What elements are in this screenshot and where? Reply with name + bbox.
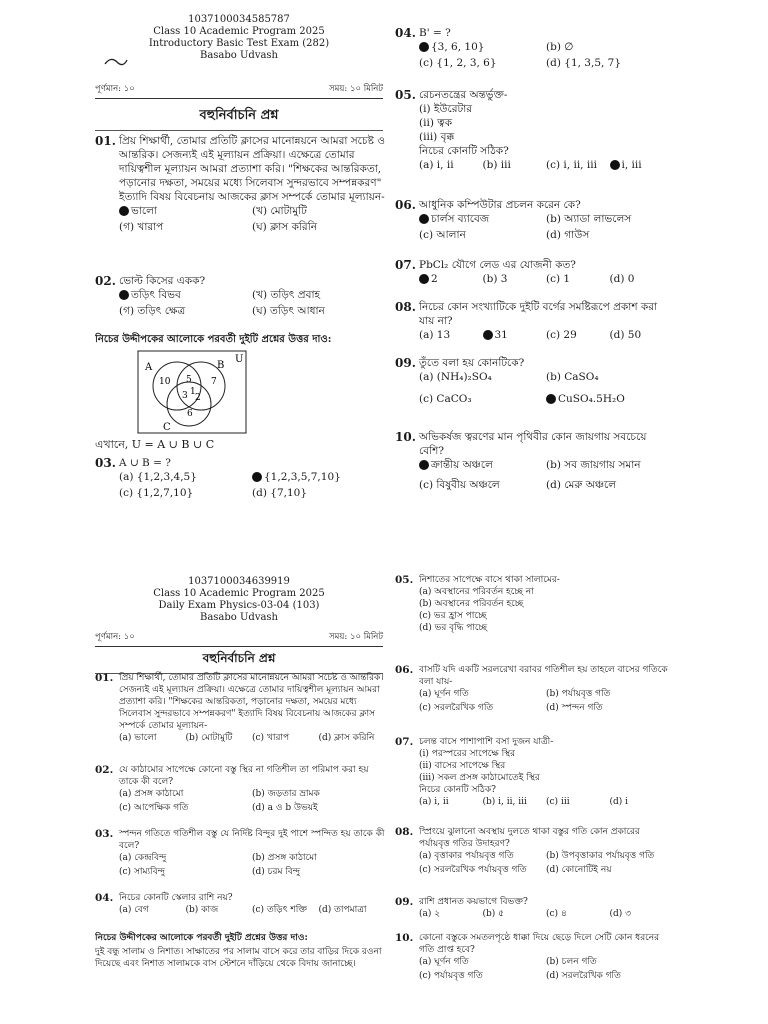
option-b[interactable]: 31 (483, 328, 547, 342)
option-a[interactable]: (a) 13 (419, 329, 451, 341)
option-d[interactable]: (d) {1, 3,5, 7} (546, 57, 622, 69)
question-08 (395, 826, 673, 876)
option-b[interactable]: (খ) মোটামুটি (252, 205, 307, 217)
statement-iii: (iii) বৃক্ক (419, 131, 455, 143)
question-04 (395, 26, 673, 70)
option-c[interactable]: (c) তড়িৎ শক্তি (252, 905, 308, 915)
option-b[interactable]: (b) সব জায়গায় সমান (546, 459, 641, 471)
branch-name: Basabo Udvash (199, 612, 279, 623)
question-number: 01. (95, 134, 116, 148)
statement-i: (i) ইউরেটার (419, 103, 473, 115)
option-c[interactable]: (c) ভর হ্রাস পাচ্ছে (419, 611, 487, 621)
question-number: 06. (395, 664, 414, 676)
label-u: U (235, 354, 244, 365)
option-b[interactable]: (b) উপবৃত্তাকার পর্যায়বৃত্ত গতি (546, 851, 655, 861)
question-text: কোনো বস্তুকে সমতলপৃষ্ঠে ধাক্কা দিয়ে ছেড়ে দিলে সেটি কোন ধরনের গতি প্রাপ্ত হবে? (419, 933, 660, 955)
selected-bubble-icon (419, 460, 429, 470)
option-a[interactable]: (a) বৃত্তাকার পর্যায়বৃত্ত গতি (419, 851, 514, 861)
question-text: নিচের কোনটি স্কেলার রাশি নয়? (119, 893, 233, 903)
question-number: 09. (395, 356, 416, 370)
question-text: স্পন্দন গতিতে গতিশীল বস্তু যে নির্দিষ্ট বিন্দুর দুই পাশে স্পন্দিত হয় তাকে কী বলে? (119, 829, 385, 851)
region-value: 6 (187, 409, 193, 419)
option-d[interactable]: (d) চরম বিন্দু (252, 867, 301, 877)
option-c[interactable]: (c) {1,2,7,10} (119, 487, 194, 499)
question-text: নিচের কোন সংখ্যাটিকে দুইটি বর্গের সমষ্টিরূপে প্রকাশ করা যায় না? (419, 301, 658, 327)
option-d[interactable]: (d) 0 (609, 273, 635, 285)
question-03 (95, 828, 385, 878)
question-number: 02. (95, 274, 116, 288)
program-title: Class 10 Academic Program 2025 (153, 26, 325, 37)
option-b[interactable]: (b) চলন গতি (546, 957, 597, 967)
option-d[interactable]: (d) {7,10} (252, 487, 308, 499)
question-number: 03. (95, 828, 114, 840)
exam-sheet-2 (95, 556, 673, 1016)
option-b[interactable]: (b) CaSO₄ (546, 371, 599, 383)
option-c[interactable]: (c) ৪ (546, 909, 567, 919)
option-c[interactable]: (c) 29 (546, 329, 577, 341)
question-05 (395, 88, 673, 172)
option-b[interactable]: (b) প্রসঙ্গ কাঠামো (252, 853, 317, 863)
option-b[interactable]: (b) অবস্থানের পরিবর্তন হচ্ছে (419, 599, 524, 609)
region-value: 2 (195, 393, 201, 403)
question-06 (395, 664, 673, 714)
selected-bubble-icon (419, 214, 429, 224)
option-c[interactable]: (c) সাম্যবিন্দু (119, 867, 165, 877)
venn-universe-note: এখানে, U = A ∪ B ∪ C (95, 438, 215, 451)
question-prompt: নিচের কোনটি সঠিক? (419, 145, 509, 157)
option-c[interactable]: (গ) খারাপ (119, 221, 164, 233)
program-title: Class 10 Academic Program 2025 (153, 588, 325, 599)
option-c[interactable]: (c) খারাপ (252, 733, 290, 743)
option-d[interactable]: (d) i (609, 797, 629, 807)
option-b[interactable]: (b) মোটামুটি (185, 733, 233, 743)
question-07 (395, 258, 673, 286)
option-b[interactable]: (b) জড়তার ভ্রামক (252, 789, 320, 799)
question-number: 03. (95, 456, 116, 470)
label-a: A (145, 362, 153, 373)
question-number: 04. (95, 892, 114, 904)
question-text: রাশি প্রধানত কয়ভাগে বিভক্ত? (419, 897, 528, 907)
exam-code: 1037100034639919 (188, 576, 290, 587)
question-number: 04. (395, 26, 416, 40)
question-09 (395, 356, 673, 406)
option-a[interactable]: (a) কেন্দ্রবিন্দু (119, 853, 167, 863)
option-c[interactable]: (c) আলান (419, 229, 466, 241)
question-number: 07. (395, 736, 414, 748)
question-text: রেচনতন্ত্রের অন্তর্ভুক্ত- (419, 89, 508, 101)
option-c[interactable]: (c) পর্যায়বৃত্ত গতি (419, 971, 483, 981)
option-d[interactable]: (d) মেরু অঞ্চলে (546, 479, 617, 491)
label-c: C (163, 422, 171, 433)
option-a[interactable]: 2 (419, 272, 483, 286)
question-text: নিশাতের সাপেক্ষে বাসে থাকা সালামের- (419, 575, 560, 585)
option-b[interactable]: (b) অ্যাডা লাভলেস (546, 213, 632, 225)
option-d[interactable]: CuSO₄.5H₂O (546, 392, 673, 406)
question-07 (395, 736, 673, 808)
selected-bubble-icon (546, 394, 556, 404)
selected-bubble-icon (419, 42, 429, 52)
question-text: প্রিয় শিক্ষার্থী, তোমার প্রতিটি ক্লাসের মানোন্নয়নে আমরা সচেষ্ট ও আন্তরিক। সেজন্যই এই মূল্যায়ন প্রক্রিয়া। এক্ষেত্রে তোমার দায়িত্বশীল মূল্যায়ন আমরা প্রত্যাশা করি। "শিক্ষকের আন্তরিকতা, পড়ানোর দক্ষতা, সময়ের মধ্যে সিলেবাস সুন্দরভাবে সম্পন্নকরণ" ইত্যাদি বিষয় বিবেচনায় আজকের ক্লাস সম্পর্কে তোমার মূল্যায়ন- (119, 135, 385, 203)
statement-i: (i) পরস্পরের সাপেক্ষে স্থির (419, 749, 516, 759)
question-text: আধুনিক কম্পিউটার প্রচলন করেন কে? (419, 199, 581, 211)
option-a[interactable]: (a) (NH₄)₂SO₄ (419, 371, 492, 383)
question-text: বাসটি যদি একটি সরলরেখা বরাবর গতিশীল হয় তাহলে বাসের গতিকে বলা যায়- (419, 665, 668, 687)
selected-bubble-icon (483, 330, 493, 340)
option-d[interactable]: (d) a ও b উভয়ই (252, 803, 318, 813)
statement-ii: (ii) বাসের সাপেক্ষে স্থির (419, 761, 506, 771)
region-value: 7 (211, 377, 217, 387)
exam-title: Introductory Basic Test Exam (282) (148, 38, 330, 49)
question-number: 09. (395, 896, 414, 908)
statement-ii: (ii) ত্বক (419, 117, 453, 129)
option-b[interactable]: (b) i, ii, iii (482, 797, 527, 807)
selected-bubble-icon (610, 160, 620, 170)
question-text: প্রিয় শিক্ষার্থী, তোমার প্রতিটি ক্লাসের মানোন্নয়নে আমরা সচেষ্ট ও আন্তরিক। সেজন্যই এই মূল্যায়ন প্রক্রিয়া। এক্ষেত্রে তোমার দায়িত্বশীল মূল্যায়ন আমরা প্রত্যাশা করি। "শিক্ষকের আন্তরিকতা, পড়ানোর দক্ষতা, সময়ের মধ্যে সিলেবাস সুন্দরভাবে সম্পন্নকরণ" ইত্যাদি বিষয় বিবেচনায় আজকের ক্লাস সম্পর্কে তোমার মূল্যায়ন- (119, 673, 384, 731)
option-c[interactable]: (c) সরলরৈখিক পর্যায়বৃত্ত গতি (419, 865, 527, 875)
option-d[interactable]: i, iii (610, 158, 674, 172)
time-limit: সময়: ১০ মিনিট (329, 84, 383, 94)
option-a[interactable]: (a) অবস্থানের পরিবর্তন হচ্ছে না (419, 587, 534, 597)
marks-time-row (95, 82, 383, 99)
option-c[interactable]: (c) i, ii, iii (546, 159, 597, 171)
question-05 (395, 574, 673, 634)
option-d[interactable]: (d) সরলরৈখিক গতি (546, 971, 621, 981)
option-d[interactable]: (d) তাপমাত্রা (318, 905, 367, 915)
option-b[interactable]: (b) iii (482, 159, 511, 171)
option-b[interactable]: (খ) তড়িৎ প্রবাহ (252, 289, 321, 301)
question-number: 02. (95, 764, 114, 776)
question-02 (95, 764, 385, 814)
question-number: 01. (95, 672, 114, 684)
question-06 (395, 198, 673, 242)
selected-bubble-icon (419, 274, 429, 284)
option-d[interactable]: (d) ক্লাস করিনি (318, 733, 375, 743)
option-a[interactable]: (a) ঘূর্ণন গতি (419, 689, 469, 699)
option-a[interactable]: (a) {1,2,3,4,5} (119, 471, 197, 483)
region-value: 1 (190, 387, 196, 397)
selected-bubble-icon (252, 472, 262, 482)
option-b[interactable]: (b) পর্যায়বৃত্ত গতি (546, 689, 611, 699)
question-number: 05. (395, 88, 416, 102)
label-b: B (217, 360, 225, 371)
stimulus-text: দুই বন্ধু সালাম ও নিশাত। সাক্ষাতের পর সালাম বাসে করে তার বাড়ির দিকে রওনা দিয়েছে এবং নিশাত সালামকে বাস স্টেশনে দাঁড়িয়ে থেকে বিদায় জানাচ্ছে। (95, 947, 382, 969)
option-a[interactable]: (a) i, ii (419, 159, 454, 171)
region-value: 5 (186, 375, 192, 385)
option-d[interactable]: (d) ভর বৃদ্ধি পাচ্ছে (419, 623, 488, 633)
venn-diagram (137, 350, 247, 434)
question-01 (95, 672, 385, 744)
option-a[interactable]: (a) ঘূর্ণন গতি (419, 957, 469, 967)
option-a[interactable]: (a) ভালো (119, 733, 157, 743)
question-02 (95, 274, 385, 318)
time-limit: সময়: ১০ মিনিট (329, 632, 383, 642)
question-03 (95, 456, 385, 500)
option-b[interactable]: {1,2,3,5,7,10} (252, 470, 385, 484)
question-01 (95, 134, 385, 234)
full-marks: পূর্ণমান: ১০ (95, 632, 135, 642)
section-title: বহুনির্বাচনি প্রশ্ন (95, 106, 383, 131)
question-04 (95, 892, 385, 916)
option-c[interactable]: (গ) তড়িৎ ক্ষেত্র (119, 305, 186, 317)
question-number: 08. (395, 826, 414, 838)
question-number: 10. (395, 430, 416, 444)
question-10 (395, 932, 673, 982)
exam-sheet-1 (95, 12, 673, 522)
question-text: অভিকর্ষজ ত্বরণের মান পৃথিবীর কোন জায়গায় সবচেয়ে বেশি? (419, 431, 647, 457)
section-title: বহুনির্বাচনি প্রশ্ন (95, 650, 383, 674)
question-10 (395, 430, 673, 492)
option-b[interactable]: (b) 3 (482, 273, 508, 285)
option-a[interactable]: তড়িৎ বিভব (119, 288, 252, 302)
option-b[interactable]: (b) ৫ (482, 909, 505, 919)
stimulus-instruction: নিচের উদ্দীপকের আলোকে পরবর্তী দুইটি প্রশ্নের উত্তর দাও: (95, 933, 308, 943)
option-a[interactable]: ক্রান্তীয় অঞ্চলে (419, 458, 546, 472)
selected-bubble-icon (119, 290, 129, 300)
option-a[interactable]: (a) ২ (419, 909, 441, 919)
option-c[interactable]: (c) 1 (546, 273, 571, 285)
region-value: 3 (182, 391, 188, 401)
set-c-circle (167, 382, 211, 426)
option-d[interactable]: (d) গাউস (546, 229, 590, 241)
option-d[interactable]: (ঘ) ক্লাস করিনি (252, 221, 317, 233)
option-a[interactable]: চার্লস ব্যাবেজ (419, 212, 546, 226)
question-number: 07. (395, 258, 416, 272)
question-text: স্প্রিংয়ে ঝুলানো অবস্থায় দুলতে থাকা বস্তুর গতি কোন প্রকারের পর্যায়বৃত্ত গতির উদাহরণ? (419, 827, 640, 849)
marks-time-row (95, 630, 383, 647)
option-a[interactable]: ভালো (119, 204, 252, 218)
question-text: PbCl₂ যৌগে লেড এর যোজনী কত? (419, 259, 576, 271)
option-c[interactable]: (c) সরলরৈখিক গতি (419, 703, 494, 713)
question-number: 05. (395, 574, 414, 586)
question-text: A ∪ B = ? (119, 457, 171, 469)
option-b[interactable]: (b) কাজ (185, 905, 219, 915)
option-d[interactable]: (d) কোনোটিই নয় (546, 865, 612, 875)
pen-scribble-mark (103, 52, 129, 70)
option-c[interactable]: (c) CaCO₃ (419, 393, 472, 405)
question-09 (395, 896, 673, 920)
option-d[interactable]: (d) 50 (609, 329, 642, 341)
option-a[interactable]: (a) বেগ (119, 905, 149, 915)
option-d[interactable]: (d) ৩ (609, 909, 632, 919)
question-text: ভোল্ট কিসের একক? (119, 275, 206, 287)
option-c[interactable]: (c) বিষুবীয় অঞ্চলে (419, 479, 500, 491)
option-c[interactable]: (c) আপেক্ষিক গতি (119, 803, 189, 813)
question-text: B' = ? (419, 27, 451, 39)
full-marks: পূর্ণমান: ১০ (95, 84, 135, 94)
option-c[interactable]: (c) {1, 2, 3, 6} (419, 57, 497, 69)
question-number: 10. (395, 932, 414, 944)
branch-name: Basabo Udvash (199, 50, 279, 61)
question-08 (395, 300, 673, 342)
option-c[interactable]: (c) iii (546, 797, 570, 807)
region-value: 10 (159, 377, 171, 387)
statement-iii: (iii) সকল প্রসঙ্গ কাঠামোতেই স্থির (419, 773, 540, 783)
stimulus-instruction: নিচের উদ্দীপকের আলোকে পরবর্তী দুইটি প্রশ্নের উত্তর দাও: (95, 334, 332, 345)
option-a[interactable]: (a) প্রসঙ্গ কাঠামো (119, 789, 184, 799)
option-d[interactable]: (d) স্পন্দন গতি (546, 703, 603, 713)
option-a[interactable]: {3, 6, 10} (419, 40, 546, 54)
question-text: তুঁতে বলা হয় কোনটিকে? (419, 357, 525, 369)
option-a[interactable]: (a) i, ii (419, 797, 449, 807)
option-d[interactable]: (ঘ) তড়িৎ আধান (252, 305, 325, 317)
exam-title: Daily Exam Physics-03-04 (103) (158, 600, 320, 611)
question-number: 08. (395, 300, 416, 314)
sheet-header (95, 576, 383, 624)
option-b[interactable]: (b) ∅ (546, 41, 574, 53)
question-prompt: নিচের কোনটি সঠিক? (419, 785, 496, 795)
question-text: চলন্ত বাসে পাশাপাশি বসা দুজন যাত্রী- (419, 737, 554, 747)
question-number: 06. (395, 198, 416, 212)
sheet-header (95, 14, 383, 62)
question-text: যে কাঠামোর সাপেক্ষে কোনো বস্তু স্থির না গতিশীল তা পরিমাপ করা হয় তাকে কী বলে? (119, 765, 369, 787)
exam-code: 1037100034585787 (188, 14, 290, 25)
selected-bubble-icon (119, 206, 129, 216)
